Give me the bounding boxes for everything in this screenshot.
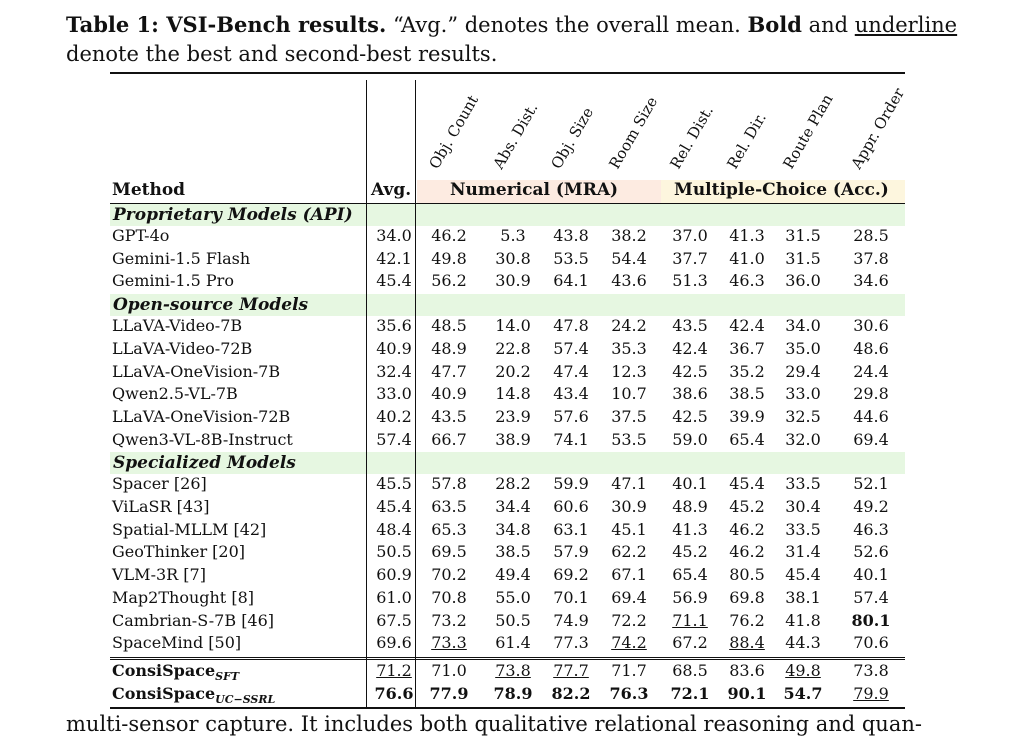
value-cell: 69.2	[553, 565, 589, 585]
value-cell: 39.9	[729, 406, 765, 426]
method-name: Qwen2.5-VL-7B	[112, 384, 238, 404]
value-cell: 24.4	[853, 361, 889, 381]
value-cell: 82.2	[551, 683, 591, 703]
avg-cell: 57.4	[376, 429, 412, 449]
table-row	[110, 611, 905, 634]
table-row	[110, 362, 905, 385]
value-cell: 52.1	[853, 474, 889, 494]
method-name: LLaVA-Video-7B	[112, 316, 243, 336]
table-row	[110, 384, 905, 407]
value-cell: 80.1	[851, 610, 891, 630]
table-row	[110, 407, 905, 430]
caption-text-2: denote the best and second-best results.	[66, 42, 498, 66]
value-cell: 28.2	[495, 474, 531, 494]
value-cell: 43.4	[553, 384, 589, 404]
avg-cell: 35.6	[376, 316, 412, 336]
method-divider	[366, 80, 367, 707]
value-cell: 38.9	[495, 429, 531, 449]
value-cell: 29.4	[785, 361, 821, 381]
value-cell: 41.3	[672, 519, 708, 539]
value-cell: 70.1	[553, 587, 589, 607]
value-cell: 77.7	[553, 660, 589, 680]
column-header: Rel. Dist.	[666, 102, 717, 172]
value-cell: 12.3	[611, 361, 647, 381]
value-cell: 73.2	[431, 610, 467, 630]
value-cell: 57.9	[553, 542, 589, 562]
numerical-header: Numerical (MRA)	[450, 180, 619, 200]
avg-cell: 45.4	[376, 271, 412, 291]
value-cell: 34.0	[785, 316, 821, 336]
value-cell: 46.3	[853, 519, 889, 539]
results-table	[110, 72, 909, 706]
ours-rule-a	[110, 657, 905, 658]
value-cell: 59.9	[553, 474, 589, 494]
value-cell: 43.6	[611, 271, 647, 291]
value-cell: 74.9	[553, 610, 589, 630]
value-cell: 10.7	[611, 384, 647, 404]
value-cell: 41.0	[729, 248, 765, 268]
value-cell: 30.9	[495, 271, 531, 291]
table-row	[110, 684, 905, 707]
value-cell: 43.5	[431, 406, 467, 426]
mc-header: Multiple-Choice (Acc.)	[674, 180, 889, 200]
value-cell: 52.6	[853, 542, 889, 562]
value-cell: 34.6	[853, 271, 889, 291]
value-cell: 76.2	[729, 610, 765, 630]
value-cell: 45.4	[729, 474, 765, 494]
value-cell: 23.9	[495, 406, 531, 426]
method-name: ViLaSR [43]	[112, 497, 210, 516]
value-cell: 30.4	[785, 497, 821, 516]
value-cell: 47.4	[553, 361, 589, 381]
value-cell: 31.5	[785, 248, 821, 268]
avg-cell: 40.2	[376, 406, 412, 426]
value-cell: 70.8	[431, 587, 467, 607]
value-cell: 32.0	[785, 429, 821, 449]
method-name: LLaVA-Video-72B	[112, 338, 253, 358]
column-header: Room Size	[605, 93, 662, 172]
avg-divider	[415, 80, 416, 707]
value-cell: 36.7	[729, 338, 765, 358]
value-cell: 41.3	[729, 226, 765, 245]
value-cell: 49.4	[495, 565, 531, 585]
avg-cell: 71.2	[376, 660, 412, 680]
avg-cell: 61.0	[376, 587, 412, 607]
table-row	[110, 661, 905, 684]
method-name: Map2Thought [8]	[112, 587, 254, 607]
avg-cell: 76.6	[374, 683, 414, 703]
column-header: Obj. Count	[425, 92, 482, 172]
value-cell: 48.9	[672, 497, 708, 516]
value-cell: 77.3	[553, 633, 589, 653]
value-cell: 14.8	[495, 384, 531, 404]
value-cell: 44.3	[785, 633, 821, 653]
table-row	[110, 339, 905, 362]
avg-cell: 48.4	[376, 519, 412, 539]
value-cell: 34.4	[495, 497, 531, 516]
value-cell: 46.2	[729, 542, 765, 562]
value-cell: 45.1	[611, 519, 647, 539]
value-cell: 57.6	[553, 406, 589, 426]
method-name: LLaVA-OneVision-7B	[112, 361, 281, 381]
value-cell: 33.0	[785, 384, 821, 404]
value-cell: 74.1	[553, 429, 589, 449]
value-cell: 64.1	[553, 271, 589, 291]
table-row	[110, 497, 905, 520]
caption-and: and	[801, 13, 855, 37]
value-cell: 37.5	[611, 406, 647, 426]
value-cell: 43.5	[672, 316, 708, 336]
value-cell: 34.8	[495, 519, 531, 539]
ours-rule-b	[110, 659, 905, 660]
avg-cell: 69.6	[376, 633, 412, 653]
column-header: Obj. Size	[547, 104, 597, 172]
value-cell: 68.5	[672, 660, 708, 680]
value-cell: 69.4	[611, 587, 647, 607]
table-row	[110, 430, 905, 453]
column-header: Appr. Order	[847, 84, 909, 172]
value-cell: 77.9	[429, 683, 469, 703]
value-cell: 67.2	[672, 633, 708, 653]
value-cell: 69.5	[431, 542, 467, 562]
method-name: Spatial-MLLM [42]	[112, 519, 267, 539]
value-cell: 33.5	[785, 474, 821, 494]
value-cell: 43.8	[553, 226, 589, 245]
method-header: Method	[112, 180, 186, 200]
bottom-rule	[110, 707, 905, 709]
caption-text: “Avg.” denotes the overall mean.	[386, 13, 748, 37]
value-cell: 30.6	[853, 316, 889, 336]
table-row	[110, 565, 905, 588]
value-cell: 42.4	[672, 338, 708, 358]
value-cell: 48.6	[853, 338, 889, 358]
value-cell: 29.8	[853, 384, 889, 404]
method-name: GeoThinker [20]	[112, 542, 246, 562]
value-cell: 88.4	[729, 633, 765, 653]
caption-bold-word: Bold	[747, 12, 802, 37]
value-cell: 30.9	[611, 497, 647, 516]
value-cell: 36.0	[785, 271, 821, 291]
table-row	[110, 633, 905, 656]
value-cell: 42.5	[672, 361, 708, 381]
value-cell: 48.9	[431, 338, 467, 358]
method-name: Gemini-1.5 Flash	[112, 248, 251, 268]
method-name: Spacer [26]	[112, 474, 207, 494]
method-name: Cambrian-S-7B [46]	[112, 610, 275, 630]
avg-cell: 45.5	[376, 474, 412, 494]
caption-label: Table 1: VSI-Bench results.	[66, 12, 387, 37]
value-cell: 24.2	[611, 316, 647, 336]
value-cell: 38.5	[495, 542, 531, 562]
value-cell: 66.7	[431, 429, 467, 449]
avg-cell: 32.4	[376, 361, 412, 381]
method-name: VLM-3R [7]	[112, 565, 206, 585]
value-cell: 71.7	[611, 660, 647, 680]
value-cell: 37.0	[672, 226, 708, 245]
value-cell: 53.5	[611, 429, 647, 449]
value-cell: 70.2	[431, 565, 467, 585]
value-cell: 28.5	[853, 226, 889, 245]
value-cell: 46.2	[431, 226, 467, 245]
method-name: SpaceMind [50]	[112, 633, 242, 653]
method-name-subscript: SFT	[215, 670, 240, 684]
value-cell: 14.0	[495, 316, 531, 336]
column-header: Abs. Dist.	[489, 99, 542, 172]
avg-cell: 34.0	[376, 226, 412, 245]
value-cell: 55.0	[495, 587, 531, 607]
value-cell: 35.2	[729, 361, 765, 381]
value-cell: 73.3	[431, 633, 467, 653]
value-cell: 54.7	[783, 683, 823, 703]
table-row	[110, 316, 905, 339]
value-cell: 37.8	[853, 248, 889, 268]
table-caption	[66, 10, 966, 69]
value-cell: 35.3	[611, 338, 647, 358]
value-cell: 40.9	[431, 384, 467, 404]
value-cell: 40.1	[853, 565, 889, 585]
value-cell: 46.2	[729, 519, 765, 539]
value-cell: 38.1	[785, 587, 821, 607]
avg-cell: 45.4	[376, 497, 412, 516]
value-cell: 63.5	[431, 497, 467, 516]
method-name: Gemini-1.5 Pro	[112, 271, 234, 291]
value-cell: 38.2	[611, 226, 647, 245]
value-cell: 42.5	[672, 406, 708, 426]
value-cell: 57.8	[431, 474, 467, 494]
value-cell: 65.3	[431, 519, 467, 539]
value-cell: 49.2	[853, 497, 889, 516]
value-cell: 20.2	[495, 361, 531, 381]
method-name-text: ConsiSpace	[112, 683, 216, 703]
body-text: multi-sensor capture. It includes both qualitative relational reasoning and quan-	[66, 712, 922, 736]
value-cell: 53.5	[553, 248, 589, 268]
value-cell: 30.8	[495, 248, 531, 268]
value-cell: 65.4	[729, 429, 765, 449]
column-header: Rel. Dir.	[723, 109, 770, 172]
method-name-subscript: UC−SSRL	[215, 692, 276, 706]
value-cell: 38.6	[672, 384, 708, 404]
value-cell: 38.5	[729, 384, 765, 404]
value-cell: 69.4	[853, 429, 889, 449]
value-cell: 45.2	[729, 497, 765, 516]
value-cell: 47.1	[611, 474, 647, 494]
value-cell: 72.2	[611, 610, 647, 630]
table-row	[110, 474, 905, 497]
value-cell: 71.1	[672, 610, 708, 630]
value-cell: 49.8	[785, 660, 821, 680]
value-cell: 70.6	[853, 633, 889, 653]
value-cell: 49.8	[431, 248, 467, 268]
value-cell: 31.4	[785, 542, 821, 562]
value-cell: 72.1	[670, 683, 710, 703]
method-name	[112, 661, 239, 683]
avg-header: Avg.	[371, 180, 412, 200]
method-name: LLaVA-OneVision-72B	[112, 406, 291, 426]
value-cell: 69.8	[729, 587, 765, 607]
value-cell: 35.0	[785, 338, 821, 358]
value-cell: 80.5	[729, 565, 765, 585]
value-cell: 65.4	[672, 565, 708, 585]
value-cell: 63.1	[553, 519, 589, 539]
group-title: Proprietary Models (API)	[113, 205, 353, 225]
table-row	[110, 226, 905, 249]
group-title: Open-source Models	[113, 295, 309, 316]
avg-cell: 40.9	[376, 338, 412, 358]
value-cell: 37.7	[672, 248, 708, 268]
value-cell: 48.5	[431, 316, 467, 336]
value-cell: 45.4	[785, 565, 821, 585]
value-cell: 5.3	[500, 226, 526, 245]
value-cell: 32.5	[785, 406, 821, 426]
table-row	[110, 271, 905, 294]
value-cell: 47.8	[553, 316, 589, 336]
value-cell: 50.5	[495, 610, 531, 630]
avg-cell: 33.0	[376, 384, 412, 404]
table-row	[110, 249, 905, 272]
value-cell: 47.7	[431, 361, 467, 381]
method-name	[112, 684, 275, 706]
value-cell: 79.9	[853, 683, 889, 703]
value-cell: 71.0	[431, 660, 467, 680]
value-cell: 60.6	[553, 497, 589, 516]
value-cell: 57.4	[853, 587, 889, 607]
value-cell: 59.0	[672, 429, 708, 449]
value-cell: 62.2	[611, 542, 647, 562]
value-cell: 76.3	[609, 683, 649, 703]
method-name: GPT-4o	[112, 226, 170, 245]
value-cell: 56.9	[672, 587, 708, 607]
value-cell: 74.2	[611, 633, 647, 653]
group-title: Specialized Models	[113, 453, 296, 474]
table-row	[110, 542, 905, 565]
value-cell: 83.6	[729, 660, 765, 680]
avg-cell: 42.1	[376, 248, 412, 268]
avg-cell: 60.9	[376, 565, 412, 585]
value-cell: 73.8	[495, 660, 531, 680]
value-cell: 46.3	[729, 271, 765, 291]
top-rule	[110, 72, 905, 74]
value-cell: 78.9	[493, 683, 533, 703]
value-cell: 33.5	[785, 519, 821, 539]
value-cell: 56.2	[431, 271, 467, 291]
table-row	[110, 588, 905, 611]
value-cell: 54.4	[611, 248, 647, 268]
value-cell: 44.6	[853, 406, 889, 426]
caption-underline-word: underline	[854, 13, 958, 37]
avg-cell: 50.5	[376, 542, 412, 562]
value-cell: 40.1	[672, 474, 708, 494]
method-name: Qwen3-VL-8B-Instruct	[112, 429, 293, 449]
value-cell: 57.4	[553, 338, 589, 358]
value-cell: 67.1	[611, 565, 647, 585]
value-cell: 45.2	[672, 542, 708, 562]
value-cell: 61.4	[495, 633, 531, 653]
value-cell: 22.8	[495, 338, 531, 358]
value-cell: 42.4	[729, 316, 765, 336]
value-cell: 73.8	[853, 660, 889, 680]
method-name-text: ConsiSpace	[112, 660, 216, 680]
avg-cell: 67.5	[376, 610, 412, 630]
value-cell: 90.1	[727, 683, 767, 703]
value-cell: 51.3	[672, 271, 708, 291]
value-cell: 41.8	[785, 610, 821, 630]
table-row	[110, 520, 905, 543]
column-header: Route Plan	[779, 90, 837, 172]
value-cell: 31.5	[785, 226, 821, 245]
